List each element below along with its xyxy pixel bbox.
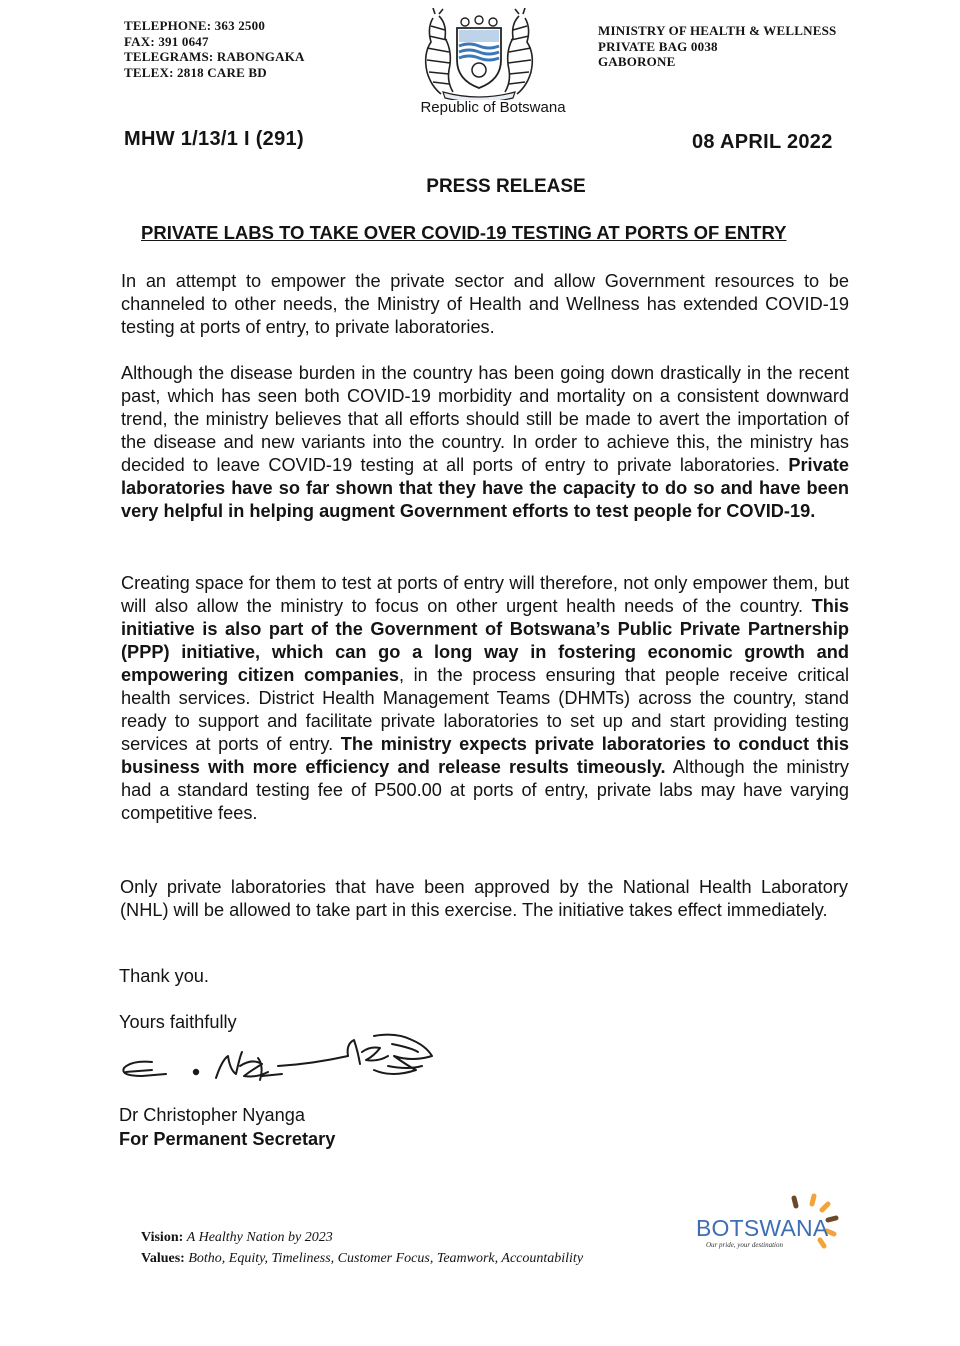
- values-line: [141, 1248, 583, 1269]
- closing-salutation: Yours faithfully: [119, 1012, 237, 1032]
- signer-name: Dr Christopher Nyanga: [119, 1105, 305, 1125]
- brand-tagline: Our pride, your destination: [706, 1241, 783, 1249]
- body-paragraph-3: [121, 572, 849, 825]
- handwritten-signature: [112, 1026, 452, 1096]
- contact-details-left: [124, 18, 305, 80]
- private-bag-line: PRIVATE BAG 0038: [598, 38, 718, 54]
- reference-number: MHW 1/13/1 I (291): [124, 128, 304, 150]
- contact-details-right: [598, 23, 836, 70]
- body-paragraph-1: [121, 270, 849, 339]
- body-paragraph-4: [120, 876, 848, 922]
- fax-line: FAX: 391 0647: [124, 33, 209, 49]
- document-date: 08 APRIL 2022: [692, 131, 833, 153]
- vision-line: [141, 1227, 583, 1248]
- body-paragraph-2: [121, 362, 849, 523]
- paragraph-emphasis: This initiative is also part of the Government of Botswana’s Public Private Partnership (PPP) initiative, which can go a long way in fostering economic growth and empowering citizen companies: [121, 596, 849, 685]
- closing-thanks: Thank you.: [119, 966, 209, 986]
- ministry-name-line: MINISTRY OF HEALTH & WELLNESS: [598, 23, 837, 38]
- vision-text: A Healthy Nation by 2023: [186, 1230, 333, 1245]
- telex-line: TELEX: 2818 CARE BD: [124, 64, 267, 80]
- paragraph-emphasis: The ministry expects private laboratories to conduct this business with more efficiency and release results timeously.: [121, 734, 849, 777]
- subject-heading: PRIVATE LABS TO TAKE OVER COVID-19 TESTING AT PORTS OF ENTRY: [141, 222, 787, 243]
- paragraph-text: Although the disease burden in the country has been going down drastically in the recent past, which has seen both COVID-19 morbidity and mortality on a consistent downward trend, the ministry believes that all efforts should still be made to avert the importation of the disease and new variants into the country. In order to achieve this, the ministry has decided to leave COVID-19 testing at all ports of entry to private laboratories.: [121, 363, 849, 475]
- city-line: GABORONE: [598, 54, 676, 69]
- brand-wordmark: BOTSWANA: [696, 1215, 829, 1241]
- paragraph-text: , in the process ensuring that people receive critical health services. District Health Management Teams (DHMTs) across the country, stand ready to support and facilitate private laboratories to set up and start providing testing services at ports of entry.: [121, 665, 849, 754]
- values-text: Botho, Equity, Timeliness, Customer Focus, Teamwork, Accountability: [188, 1251, 584, 1266]
- telegrams-line: TELEGRAMS: RABONGAKA: [124, 49, 305, 64]
- values-label: Values:: [141, 1251, 185, 1266]
- document-type-heading: PRESS RELEASE: [426, 176, 586, 197]
- coat-of-arms-icon: [413, 8, 545, 100]
- paragraph-emphasis: Private laboratories have so far shown that they have the capacity to do so and have been very helpful in helping augment Government efforts to test people for COVID-19.: [121, 455, 849, 521]
- signer-role: For Permanent Secretary: [119, 1129, 336, 1149]
- paragraph-text: In an attempt to empower the private sector and allow Government resources to be channeled to other needs, the Ministry of Health and Wellness has extended COVID-19 testing at ports of entry, to private laboratories.: [121, 271, 849, 337]
- vision-label: Vision:: [141, 1230, 184, 1245]
- crest-caption: Republic of Botswana: [420, 99, 566, 116]
- paragraph-text: Although the ministry had a standard testing fee of P500.00 at ports of entry, private labs may have varying competitive fees.: [121, 757, 849, 823]
- vision-values-footer: [141, 1227, 583, 1269]
- paragraph-text: Only private laboratories that have been approved by the National Health Laboratory (NHL) will be allowed to take part in this exercise. The initiative takes effect immediately.: [120, 877, 848, 920]
- telephone-line: TELEPHONE: 363 2500: [124, 18, 266, 33]
- paragraph-text: Creating space for them to test at ports of entry will therefore, not only empower them, but will also allow the ministry to focus on other urgent health needs of the country.: [121, 573, 849, 616]
